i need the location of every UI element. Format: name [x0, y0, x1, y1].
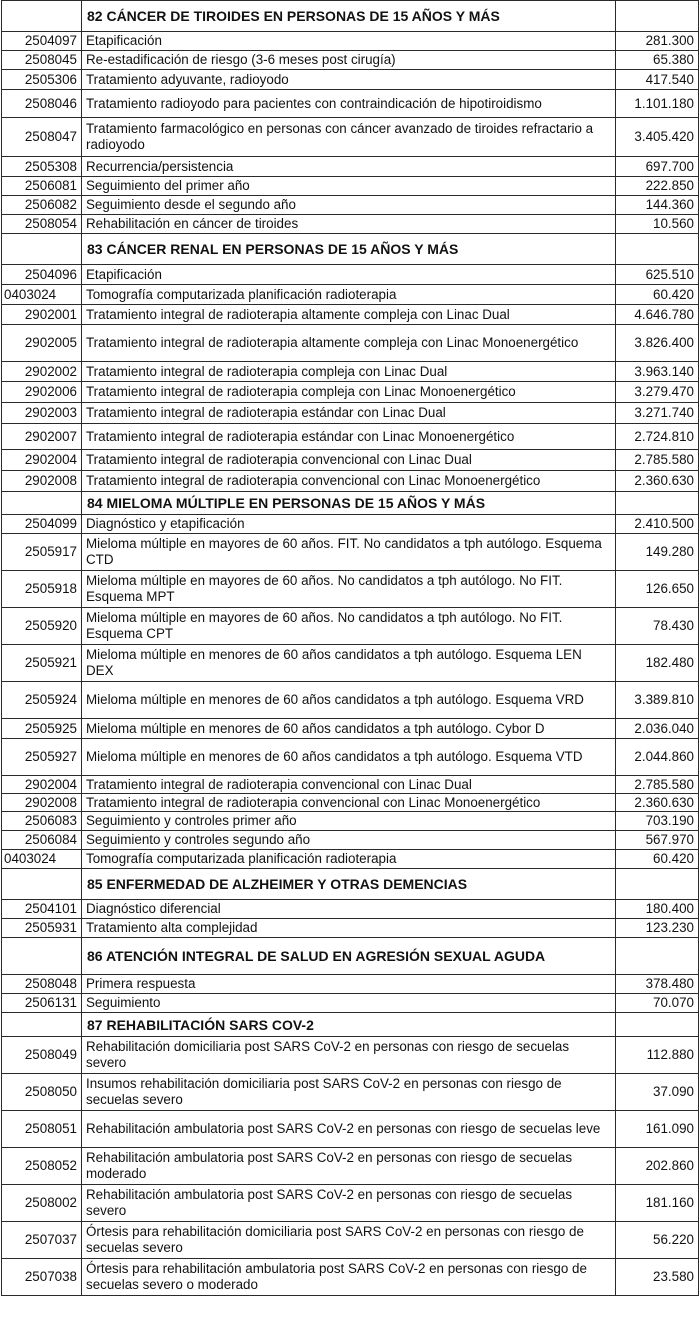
row-value: 180.400 [616, 900, 699, 919]
table-row [2, 831, 699, 850]
row-description: Tratamiento radioyodo para pacientes con contraindicación de hipotiroidismo [82, 90, 616, 118]
section-title: 86 ATENCIÓN INTEGRAL DE SALUD EN AGRESIÓN SEXUAL AGUDA [82, 938, 616, 975]
table-row [2, 215, 699, 234]
row-value: 2.785.580 [616, 776, 699, 794]
tariff-table-body [2, 1, 699, 1296]
row-code: 2902002 [2, 362, 82, 382]
row-value: 182.480 [616, 645, 699, 682]
table-row [2, 850, 699, 869]
row-code: 2902003 [2, 403, 82, 424]
table-row [2, 90, 699, 118]
row-description: Tratamiento integral de radioterapia convencional con Linac Dual [82, 776, 616, 794]
row-code: 2505924 [2, 682, 82, 719]
row-description: Mieloma múltiple en mayores de 60 años. FIT. No candidatos a tph autólogo. Esquema CTD [82, 534, 616, 571]
row-value: 70.070 [616, 994, 699, 1013]
table-row [2, 1222, 699, 1259]
row-code: 2508047 [2, 118, 82, 157]
row-value: 149.280 [616, 534, 699, 571]
section-header-row [2, 938, 699, 975]
row-description: Seguimiento y controles primer año [82, 812, 616, 831]
row-code: 2505917 [2, 534, 82, 571]
section-code-cell [2, 869, 82, 900]
row-code: 2506082 [2, 196, 82, 215]
row-description: Tomografía computarizada planificación radioterapia [82, 850, 616, 869]
row-description: Rehabilitación en cáncer de tiroides [82, 215, 616, 234]
row-description: Mieloma múltiple en menores de 60 años candidatos a tph autólogo. Esquema VTD [82, 739, 616, 776]
row-code: 2508050 [2, 1074, 82, 1111]
row-description: Tratamiento integral de radioterapia compleja con Linac Monoenergético [82, 382, 616, 403]
row-description: Tratamiento alta complejidad [82, 919, 616, 938]
row-value: 112.880 [616, 1037, 699, 1074]
table-row [2, 265, 699, 285]
section-title: 87 REHABILITACIÓN SARS COV-2 [82, 1013, 616, 1037]
table-row [2, 403, 699, 424]
row-value: 78.430 [616, 608, 699, 645]
row-value: 697.700 [616, 157, 699, 177]
section-title: 83 CÁNCER RENAL EN PERSONAS DE 15 AÑOS Y MÁS [82, 234, 616, 265]
row-description: Tratamiento integral de radioterapia altamente compleja con Linac Dual [82, 305, 616, 325]
row-code: 2902001 [2, 305, 82, 325]
row-description: Diagnóstico diferencial [82, 900, 616, 919]
section-value-cell [616, 234, 699, 265]
row-description: Mieloma múltiple en menores de 60 años candidatos a tph autólogo. Esquema VRD [82, 682, 616, 719]
row-description: Tratamiento farmacológico en personas con cáncer avanzado de tiroides refractario a radioyodo [82, 118, 616, 157]
row-description: Tratamiento integral de radioterapia convencional con Linac Dual [82, 450, 616, 471]
table-row [2, 177, 699, 196]
row-code: 2504101 [2, 900, 82, 919]
section-title: 82 CÁNCER DE TIROIDES EN PERSONAS DE 15 AÑOS Y MÁS [82, 1, 616, 32]
table-row [2, 739, 699, 776]
table-row [2, 719, 699, 739]
row-value: 60.420 [616, 850, 699, 869]
row-value: 3.826.400 [616, 325, 699, 362]
row-code: 2506084 [2, 831, 82, 850]
row-description: Órtesis para rehabilitación ambulatoria post SARS CoV-2 en personas con riesgo de secuelas severo o moderado [82, 1259, 616, 1296]
section-header-row [2, 869, 699, 900]
table-row [2, 32, 699, 51]
tariff-table [1, 0, 699, 1296]
table-row [2, 1185, 699, 1222]
row-code: 2508002 [2, 1185, 82, 1222]
row-description: Mieloma múltiple en mayores de 60 años. No candidatos a tph autólogo. No FIT. Esquema MPT [82, 571, 616, 608]
row-code: 2508054 [2, 215, 82, 234]
row-value: 3.963.140 [616, 362, 699, 382]
row-description: Tratamiento integral de radioterapia convencional con Linac Monoenergético [82, 794, 616, 812]
row-description: Etapificación [82, 265, 616, 285]
row-description: Insumos rehabilitación domiciliaria post SARS CoV-2 en personas con riesgo de secuelas severo [82, 1074, 616, 1111]
row-value: 2.785.580 [616, 450, 699, 471]
row-value: 4.646.780 [616, 305, 699, 325]
row-description: Etapificación [82, 32, 616, 51]
row-value: 2.724.810 [616, 424, 699, 450]
row-code: 0403024 [2, 285, 82, 305]
row-description: Mieloma múltiple en mayores de 60 años. No candidatos a tph autólogo. No FIT. Esquema CPT [82, 608, 616, 645]
table-row [2, 794, 699, 812]
table-row [2, 424, 699, 450]
row-code: 2505306 [2, 70, 82, 90]
table-row [2, 285, 699, 305]
row-value: 161.090 [616, 1111, 699, 1148]
row-description: Órtesis para rehabilitación domiciliaria post SARS CoV-2 en personas con riesgo de secuelas severo [82, 1222, 616, 1259]
section-value-cell [616, 492, 699, 515]
section-value-cell [616, 938, 699, 975]
row-description: Tratamiento integral de radioterapia compleja con Linac Dual [82, 362, 616, 382]
table-row [2, 776, 699, 794]
table-row [2, 471, 699, 492]
row-value: 2.044.860 [616, 739, 699, 776]
row-code: 2505931 [2, 919, 82, 938]
table-row [2, 1111, 699, 1148]
table-row [2, 975, 699, 994]
row-code: 2508048 [2, 975, 82, 994]
section-code-cell [2, 938, 82, 975]
section-header-row [2, 1013, 699, 1037]
row-code: 2508051 [2, 1111, 82, 1148]
row-value: 3.405.420 [616, 118, 699, 157]
row-code: 2902008 [2, 794, 82, 812]
row-value: 378.480 [616, 975, 699, 994]
table-row [2, 515, 699, 534]
row-description: Diagnóstico y etapificación [82, 515, 616, 534]
table-row [2, 919, 699, 938]
section-value-cell [616, 1, 699, 32]
row-value: 2.360.630 [616, 471, 699, 492]
table-row [2, 608, 699, 645]
row-description: Mieloma múltiple en menores de 60 años candidatos a tph autólogo. Cybor D [82, 719, 616, 739]
row-description: Seguimiento desde el segundo año [82, 196, 616, 215]
row-value: 2.036.040 [616, 719, 699, 739]
table-row [2, 362, 699, 382]
table-row [2, 70, 699, 90]
table-row [2, 325, 699, 362]
row-code: 2505918 [2, 571, 82, 608]
row-code: 2508052 [2, 1148, 82, 1185]
row-value: 10.560 [616, 215, 699, 234]
table-row [2, 1148, 699, 1185]
row-value: 2.360.630 [616, 794, 699, 812]
table-row [2, 1074, 699, 1111]
row-code: 2504096 [2, 265, 82, 285]
row-description: Mieloma múltiple en menores de 60 años candidatos a tph autólogo. Esquema LEN DEX [82, 645, 616, 682]
row-value: 126.650 [616, 571, 699, 608]
row-value: 3.279.470 [616, 382, 699, 403]
row-code: 2507037 [2, 1222, 82, 1259]
section-title: 85 ENFERMEDAD DE ALZHEIMER Y OTRAS DEMENCIAS [82, 869, 616, 900]
table-row [2, 900, 699, 919]
row-description: Tomografía computarizada planificación radioterapia [82, 285, 616, 305]
row-code: 2902006 [2, 382, 82, 403]
row-code: 2507038 [2, 1259, 82, 1296]
section-header-row [2, 234, 699, 265]
row-value: 37.090 [616, 1074, 699, 1111]
section-value-cell [616, 1013, 699, 1037]
row-code: 2505920 [2, 608, 82, 645]
row-description: Seguimiento y controles segundo año [82, 831, 616, 850]
row-code: 2902004 [2, 450, 82, 471]
row-code: 2504099 [2, 515, 82, 534]
table-row [2, 1037, 699, 1074]
row-value: 181.160 [616, 1185, 699, 1222]
table-row [2, 812, 699, 831]
row-value: 60.420 [616, 285, 699, 305]
table-row [2, 196, 699, 215]
row-value: 123.230 [616, 919, 699, 938]
row-value: 65.380 [616, 51, 699, 70]
row-value: 417.540 [616, 70, 699, 90]
section-header-row [2, 492, 699, 515]
section-code-cell [2, 1013, 82, 1037]
row-description: Tratamiento integral de radioterapia convencional con Linac Monoenergético [82, 471, 616, 492]
row-code: 2505921 [2, 645, 82, 682]
row-description: Re-estadificación de riesgo (3-6 meses post cirugía) [82, 51, 616, 70]
row-value: 3.271.740 [616, 403, 699, 424]
row-code: 2506083 [2, 812, 82, 831]
row-value: 281.300 [616, 32, 699, 51]
row-value: 703.190 [616, 812, 699, 831]
row-code: 2506081 [2, 177, 82, 196]
row-value: 2.410.500 [616, 515, 699, 534]
row-code: 2505927 [2, 739, 82, 776]
section-header-row [2, 1, 699, 32]
row-value: 625.510 [616, 265, 699, 285]
row-description: Tratamiento integral de radioterapia estándar con Linac Monoenergético [82, 424, 616, 450]
row-description: Rehabilitación ambulatoria post SARS CoV-2 en personas con riesgo de secuelas leve [82, 1111, 616, 1148]
row-value: 23.580 [616, 1259, 699, 1296]
row-value: 56.220 [616, 1222, 699, 1259]
row-description: Tratamiento integral de radioterapia estándar con Linac Dual [82, 403, 616, 424]
table-row [2, 118, 699, 157]
row-code: 2505308 [2, 157, 82, 177]
row-code: 2508049 [2, 1037, 82, 1074]
section-title: 84 MIELOMA MÚLTIPLE EN PERSONAS DE 15 AÑOS Y MÁS [82, 492, 616, 515]
table-row [2, 682, 699, 719]
row-description: Seguimiento del primer año [82, 177, 616, 196]
row-description: Primera respuesta [82, 975, 616, 994]
table-row [2, 382, 699, 403]
row-value: 1.101.180 [616, 90, 699, 118]
table-row [2, 994, 699, 1013]
table-row [2, 157, 699, 177]
row-value: 202.860 [616, 1148, 699, 1185]
row-description: Rehabilitación ambulatoria post SARS CoV-2 en personas con riesgo de secuelas moderado [82, 1148, 616, 1185]
row-value: 144.360 [616, 196, 699, 215]
section-code-cell [2, 1, 82, 32]
row-description: Tratamiento integral de radioterapia altamente compleja con Linac Monoenergético [82, 325, 616, 362]
row-code: 2902007 [2, 424, 82, 450]
row-code: 2505925 [2, 719, 82, 739]
row-description: Recurrencia/persistencia [82, 157, 616, 177]
row-code: 2902004 [2, 776, 82, 794]
row-value: 567.970 [616, 831, 699, 850]
row-code: 2902005 [2, 325, 82, 362]
section-code-cell [2, 234, 82, 265]
table-row [2, 534, 699, 571]
table-row [2, 645, 699, 682]
row-code: 2506131 [2, 994, 82, 1013]
section-code-cell [2, 492, 82, 515]
row-value: 222.850 [616, 177, 699, 196]
row-code: 0403024 [2, 850, 82, 869]
table-row [2, 305, 699, 325]
row-value: 3.389.810 [616, 682, 699, 719]
row-description: Rehabilitación ambulatoria post SARS CoV-2 en personas con riesgo de secuelas severo [82, 1185, 616, 1222]
row-code: 2508045 [2, 51, 82, 70]
table-row [2, 571, 699, 608]
row-code: 2504097 [2, 32, 82, 51]
table-row [2, 1259, 699, 1296]
row-description: Tratamiento adyuvante, radioyodo [82, 70, 616, 90]
section-value-cell [616, 869, 699, 900]
row-description: Rehabilitación domiciliaria post SARS CoV-2 en personas con riesgo de secuelas severo [82, 1037, 616, 1074]
row-description: Seguimiento [82, 994, 616, 1013]
row-code: 2508046 [2, 90, 82, 118]
table-row [2, 450, 699, 471]
row-code: 2902008 [2, 471, 82, 492]
table-row [2, 51, 699, 70]
